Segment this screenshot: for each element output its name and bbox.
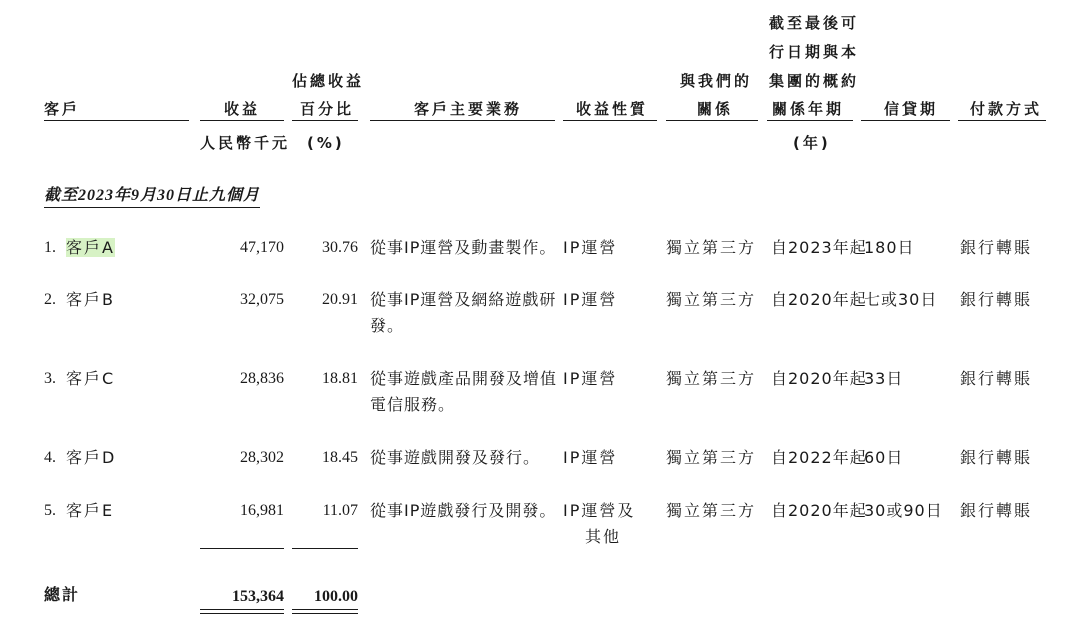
business-line1: 從事遊戲開發及發行。 [370, 448, 541, 467]
header-underline-pct [292, 120, 358, 121]
revenue-value: 28,836 [240, 370, 284, 387]
customer-name [66, 237, 115, 259]
header-underline-type [563, 120, 657, 121]
since: 自2020年起 [771, 290, 867, 309]
credit-term: 七或30日 [864, 290, 938, 309]
header-business: 客戶主要業務 [414, 100, 523, 118]
revenue-value: 28,302 [240, 449, 284, 466]
header-customer: 客戶 [44, 100, 81, 118]
pct-value: 11.07 [322, 502, 358, 519]
payment-method: 銀行轉賬 [960, 290, 1033, 309]
payment-method: 銀行轉賬 [960, 501, 1033, 520]
revenue-type: IP運營及 [563, 501, 636, 520]
header-underline-since [767, 120, 853, 121]
row-number: 1. [44, 239, 56, 256]
header-pct-line2: 百分比 [300, 100, 355, 118]
business-line2: 電信服務。 [370, 395, 456, 414]
pct-value: 30.76 [322, 239, 358, 256]
customer-name: 客戶C [66, 369, 116, 388]
header-underline-business [370, 120, 555, 121]
revenue-value: 32,075 [240, 291, 284, 308]
business-line1: 從事IP運營及動畫製作。 [370, 238, 557, 257]
total-double-rule-pct-1 [292, 609, 358, 610]
total-double-rule-revenue-1 [200, 609, 284, 610]
unit-revenue: 人民幣千元 [200, 134, 291, 152]
relation: 獨立第三方 [666, 369, 757, 388]
customer-name: 客戶E [66, 501, 115, 520]
relation: 獨立第三方 [666, 501, 757, 520]
header-pct-line1: 佔總收益 [292, 72, 365, 90]
revenue-type-line2: 其他 [585, 527, 622, 546]
header-revenue-type: 收益性質 [576, 100, 649, 118]
pct-value: 18.45 [322, 449, 358, 466]
total-pct: 100.00 [314, 588, 358, 605]
period-label: 截至2023年9月30日止九個月 [44, 182, 260, 208]
header-underline-customer [44, 120, 189, 121]
relation: 獨立第三方 [666, 238, 757, 257]
payment-method: 銀行轉賬 [960, 448, 1033, 467]
business-line1: 從事遊戲產品開發及增值 [370, 369, 558, 388]
business-line1: 從事IP運營及網絡遊戲研 [370, 290, 557, 309]
unit-years: (年) [793, 134, 831, 152]
row-number: 4. [44, 449, 56, 466]
unit-pct: (%) [307, 134, 345, 152]
subtotal-rule-revenue [200, 548, 284, 549]
header-since-line4: 關係年期 [772, 100, 845, 118]
relation: 獨立第三方 [666, 290, 757, 309]
subtotal-rule-pct [292, 548, 358, 549]
row-number: 2. [44, 291, 56, 308]
credit-term: 30或90日 [864, 501, 943, 520]
credit-term: 60日 [864, 448, 904, 467]
customer-name: 客戶B [66, 290, 115, 309]
header-relation-line1: 與我們的 [680, 72, 753, 90]
pct-value: 20.91 [322, 291, 358, 308]
business-line1: 從事IP遊戲發行及開發。 [370, 501, 557, 520]
row-number: 5. [44, 502, 56, 519]
header-underline-payment [958, 120, 1046, 121]
header-underline-credit [861, 120, 950, 121]
since: 自2022年起 [771, 448, 867, 467]
header-relation-line2: 關係 [697, 100, 734, 118]
header-since-line2: 行日期與本 [769, 43, 860, 61]
revenue-value: 47,170 [240, 239, 284, 256]
header-revenue: 收益 [224, 100, 261, 118]
credit-term: 180日 [864, 238, 915, 257]
pct-value: 18.81 [322, 370, 358, 387]
revenue-type: IP運營 [563, 290, 618, 309]
revenue-value: 16,981 [240, 502, 284, 519]
relation: 獨立第三方 [666, 448, 757, 467]
header-underline-revenue [200, 120, 284, 121]
header-since-line3: 集團的概約 [769, 72, 860, 90]
header-since-line1: 截至最後可 [769, 14, 860, 32]
header-payment: 付款方式 [970, 100, 1043, 118]
business-line2: 發。 [370, 316, 405, 335]
row-number: 3. [44, 370, 56, 387]
since: 自2020年起 [771, 501, 867, 520]
total-revenue: 153,364 [232, 588, 284, 605]
customer-name-highlight: 客戶A [66, 238, 115, 257]
payment-method: 銀行轉賬 [960, 369, 1033, 388]
total-double-rule-revenue-2 [200, 613, 284, 614]
revenue-type: IP運營 [563, 238, 618, 257]
revenue-type: IP運營 [563, 448, 618, 467]
header-underline-relation [666, 120, 758, 121]
revenue-type: IP運營 [563, 369, 618, 388]
since: 自2023年起 [771, 238, 867, 257]
customer-name: 客戶D [66, 448, 117, 467]
credit-term: 33日 [864, 369, 904, 388]
since: 自2020年起 [771, 369, 867, 388]
total-label: 總計 [44, 585, 81, 604]
total-double-rule-pct-2 [292, 613, 358, 614]
header-credit: 信貸期 [884, 100, 939, 118]
payment-method: 銀行轉賬 [960, 238, 1033, 257]
